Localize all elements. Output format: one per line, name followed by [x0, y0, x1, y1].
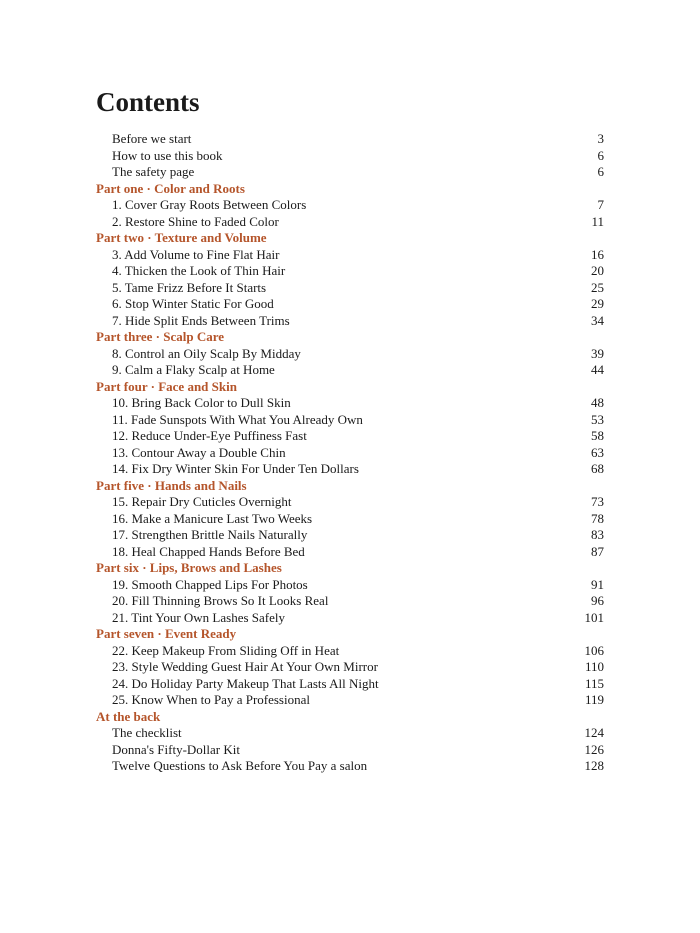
- toc-entry-page-number: 101: [584, 609, 604, 625]
- part-heading: [96, 379, 604, 396]
- page-title: Contents: [96, 87, 200, 117]
- toc-entry-label: How to use this book: [112, 147, 223, 163]
- toc-entry-label: 13. Contour Away a Double Chin: [112, 444, 286, 460]
- toc-entry-label: 16. Make a Manicure Last Two Weeks: [112, 510, 313, 526]
- toc-entry-label: 3. Add Volume to Fine Flat Hair: [112, 246, 280, 262]
- toc-entry-page-number: 128: [584, 758, 604, 773]
- part-heading: [96, 181, 604, 198]
- toc-entry[interactable]: [96, 544, 604, 561]
- toc-entry[interactable]: [96, 247, 604, 264]
- toc-entry[interactable]: [96, 362, 604, 379]
- toc-entry[interactable]: [96, 313, 604, 330]
- part-heading-label: Part four · Face and Skin: [96, 378, 237, 394]
- toc-entry-label: 5. Tame Frizz Before It Starts: [112, 279, 267, 295]
- toc-entry[interactable]: [96, 593, 604, 610]
- toc-entry[interactable]: [96, 197, 604, 214]
- toc-entry-label: 2. Restore Shine to Faded Color: [112, 213, 279, 229]
- toc-entry[interactable]: [96, 610, 604, 627]
- toc-entry-label: 10. Bring Back Color to Dull Skin: [112, 395, 291, 410]
- toc-entry[interactable]: [96, 676, 604, 693]
- toc-entry[interactable]: [96, 461, 604, 478]
- toc-entry-page-number: 106: [584, 642, 604, 658]
- part-heading: [96, 560, 604, 577]
- toc-entry[interactable]: [96, 214, 604, 231]
- table-of-contents: [96, 131, 604, 775]
- toc-entry-page-number: 16: [591, 246, 604, 262]
- toc-entry-page-number: 39: [591, 345, 604, 361]
- toc-entry-label: 23. Style Wedding Guest Hair At Your Own Mirror: [112, 659, 378, 674]
- toc-entry-page-number: 6: [597, 147, 604, 163]
- toc-entry-label: 20. Fill Thinning Brows So It Looks Real: [112, 593, 329, 608]
- part-heading: [96, 329, 604, 346]
- toc-entry-page-number: 29: [591, 296, 604, 311]
- toc-entry-page-number: 115: [584, 675, 604, 691]
- toc-entry-page-number: 48: [591, 395, 604, 410]
- part-heading-label: Part seven · Event Ready: [96, 626, 237, 641]
- toc-entry-label: Twelve Questions to Ask Before You Pay a salon: [112, 758, 368, 773]
- toc-entry[interactable]: [96, 131, 604, 148]
- toc-entry-label: 24. Do Holiday Party Makeup That Lasts All Night: [112, 675, 379, 691]
- toc-entry-label: 17. Strengthen Brittle Nails Naturally: [112, 527, 308, 542]
- toc-entry[interactable]: [96, 494, 604, 511]
- toc-entry[interactable]: [96, 577, 604, 594]
- toc-entry-page-number: 87: [591, 543, 604, 559]
- toc-entry-page-number: 34: [591, 312, 604, 328]
- toc-entry-page-number: 3: [597, 131, 604, 146]
- toc-entry[interactable]: [96, 692, 604, 709]
- toc-entry-page-number: 124: [584, 725, 604, 740]
- toc-entry-label: 15. Repair Dry Cuticles Overnight: [112, 494, 292, 509]
- toc-entry-page-number: 25: [591, 279, 604, 295]
- toc-entry[interactable]: [96, 742, 604, 759]
- toc-entry-label: 14. Fix Dry Winter Skin For Under Ten Dollars: [112, 461, 359, 476]
- toc-entry[interactable]: [96, 511, 604, 528]
- toc-entry[interactable]: [96, 445, 604, 462]
- toc-entry-label: Before we start: [112, 131, 192, 146]
- part-heading: [96, 626, 604, 643]
- toc-entry-label: 7. Hide Split Ends Between Trims: [112, 312, 290, 328]
- toc-entry[interactable]: [96, 659, 604, 676]
- toc-entry-page-number: 119: [584, 692, 604, 707]
- part-heading-label: Part five · Hands and Nails: [96, 477, 247, 493]
- toc-entry-label: 11. Fade Sunspots With What You Already Own: [112, 411, 363, 427]
- toc-entry[interactable]: [96, 527, 604, 544]
- toc-entry-page-number: 20: [591, 263, 604, 278]
- toc-entry[interactable]: [96, 296, 604, 313]
- contents-page: [96, 86, 604, 775]
- toc-entry-label: 19. Smooth Chapped Lips For Photos: [112, 576, 308, 592]
- toc-entry-page-number: 73: [591, 494, 604, 509]
- part-heading-label: Part one · Color and Roots: [96, 180, 245, 196]
- toc-entry-page-number: 110: [584, 659, 604, 674]
- toc-entry-page-number: 44: [591, 362, 604, 377]
- toc-entry-page-number: 6: [597, 164, 604, 179]
- toc-entry-page-number: 96: [591, 593, 604, 608]
- toc-entry-label: The checklist: [112, 725, 182, 740]
- toc-entry[interactable]: [96, 758, 604, 775]
- toc-entry-page-number: 11: [591, 213, 604, 229]
- toc-entry-label: 8. Control an Oily Scalp By Midday: [112, 345, 301, 361]
- toc-entry[interactable]: [96, 148, 604, 165]
- toc-entry[interactable]: [96, 280, 604, 297]
- toc-entry[interactable]: [96, 263, 604, 280]
- toc-entry-label: The safety page: [112, 164, 195, 179]
- toc-entry[interactable]: [96, 725, 604, 742]
- toc-entry-page-number: 83: [591, 527, 604, 542]
- toc-entry[interactable]: [96, 412, 604, 429]
- toc-entry-label: 6. Stop Winter Static For Good: [112, 296, 274, 311]
- part-heading-label: At the back: [96, 708, 161, 724]
- toc-entry[interactable]: [96, 164, 604, 181]
- toc-entry[interactable]: [96, 428, 604, 445]
- toc-entry-page-number: 91: [591, 576, 604, 592]
- toc-entry-label: 12. Reduce Under-Eye Puffiness Fast: [112, 428, 307, 443]
- part-heading-label: Part three · Scalp Care: [96, 329, 225, 344]
- toc-entry-label: 9. Calm a Flaky Scalp at Home: [112, 362, 275, 377]
- toc-entry-page-number: 126: [584, 741, 604, 757]
- part-heading-label: Part two · Texture and Volume: [96, 230, 267, 245]
- toc-entry-label: 18. Heal Chapped Hands Before Bed: [112, 543, 305, 559]
- part-heading: [96, 230, 604, 247]
- part-heading: [96, 478, 604, 495]
- toc-entry-label: 25. Know When to Pay a Professional: [112, 692, 310, 707]
- part-heading: [96, 709, 604, 726]
- toc-entry[interactable]: [96, 395, 604, 412]
- toc-entry-page-number: 53: [591, 411, 604, 427]
- toc-entry[interactable]: [96, 643, 604, 660]
- toc-entry-page-number: 78: [591, 510, 604, 526]
- toc-entry[interactable]: [96, 346, 604, 363]
- toc-entry-page-number: 58: [591, 428, 604, 443]
- toc-entry-page-number: 63: [591, 444, 604, 460]
- part-heading-label: Part six · Lips, Brows and Lashes: [96, 560, 282, 575]
- toc-entry-page-number: 68: [591, 461, 604, 476]
- toc-entry-label: 4. Thicken the Look of Thin Hair: [112, 263, 286, 278]
- toc-entry-label: 21. Tint Your Own Lashes Safely: [112, 609, 285, 625]
- toc-entry-label: 1. Cover Gray Roots Between Colors: [112, 197, 307, 212]
- toc-entry-label: 22. Keep Makeup From Sliding Off in Heat: [112, 642, 340, 658]
- toc-entry-label: Donna's Fifty-Dollar Kit: [112, 741, 240, 757]
- toc-entry-page-number: 7: [597, 197, 604, 212]
